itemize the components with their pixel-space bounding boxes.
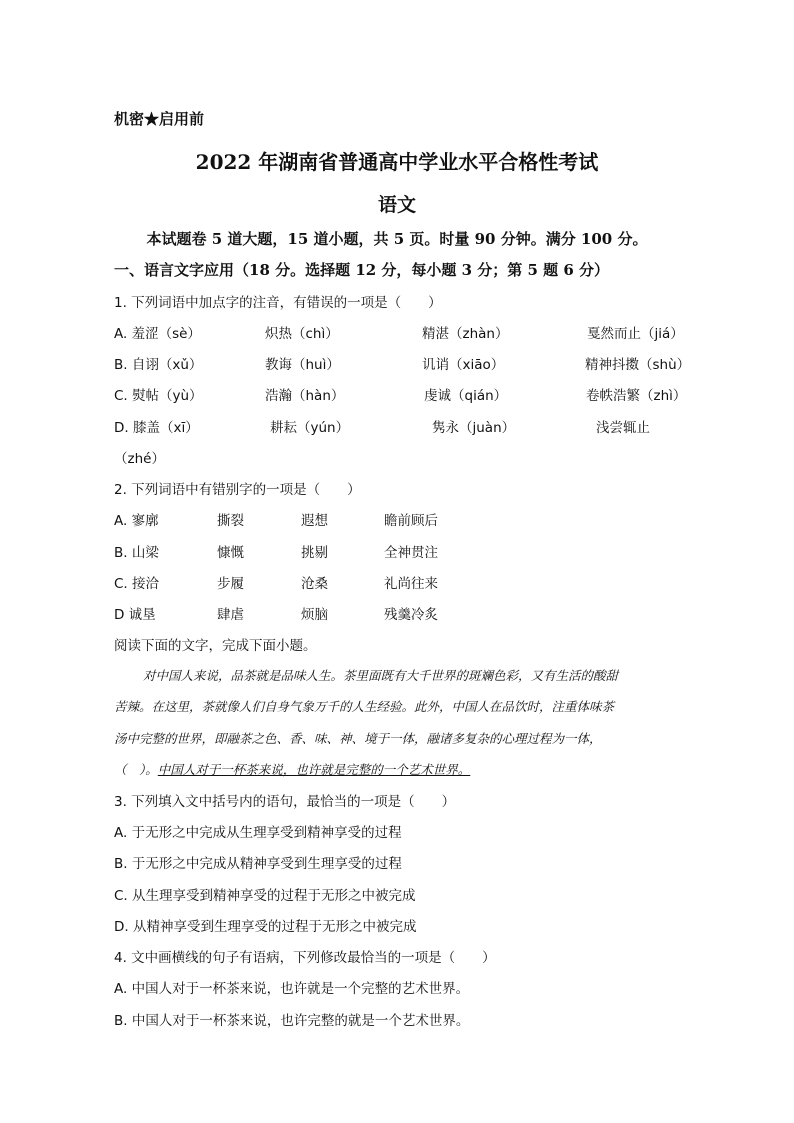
q3-option-d: D. 从精神享受到生理享受的过程于无形之中被完成 — [114, 919, 417, 935]
confidential-label: 机密★启用前 — [114, 110, 205, 128]
passage-line-3: 汤中完整的世界，即融茶之色、香、味、神、境于一体，融诸多复杂的心理过程为一体， — [114, 731, 602, 746]
q2-option-b-1: B. 山梁 — [114, 545, 159, 561]
q4-option-b: B. 中国人对于一杯茶来说，也许完整的就是一个艺术世界。 — [114, 1013, 470, 1029]
passage-blank: （ ）。 — [114, 762, 158, 777]
q1-option-d-1: D. 膝盖（xī） — [114, 420, 199, 436]
q2-option-c-2: 步履 — [217, 576, 244, 592]
q4-option-a: A. 中国人对于一杯茶来说，也许就是一个完整的艺术世界。 — [114, 981, 470, 997]
q1-option-c-4: 卷帙浩繁（zhì） — [586, 388, 687, 404]
q2-option-d-4: 残羹冷炙 — [384, 607, 438, 623]
q1-option-b-4: 精神抖擞（shù） — [585, 357, 691, 373]
underlined-sentence: 中国人对于一杯茶来说，也许就是完整的一个艺术世界。 — [157, 762, 471, 777]
q2-option-a-2: 撕裂 — [217, 513, 244, 529]
question-4-stem: 4. 文中画横线的句子有语病，下列修改最恰当的一项是（ ） — [114, 950, 496, 966]
q2-option-d-1: D 诚垦 — [114, 607, 156, 623]
q1-option-d-3: 隽永（juàn） — [432, 420, 516, 436]
q1-option-b-3: 讥诮（xiāo） — [422, 357, 505, 373]
q1-option-d-4: 浅尝辄止 — [596, 420, 650, 436]
q1-option-a-2: 炽热（chì） — [265, 326, 339, 342]
q1-option-b-1: B. 自诩（xǔ） — [114, 357, 203, 373]
q1-option-d-2: 耕耘（yún） — [270, 420, 350, 436]
q1-option-c-2: 浩瀚（hàn） — [265, 388, 345, 404]
q2-option-b-3: 挑剔 — [301, 545, 328, 561]
q1-option-c-3: 虔诚（qián） — [424, 388, 508, 404]
passage-line-1: 对中国人来说，品茶就是品味人生。茶里面既有大千世界的斑斓色彩，又有生活的酸甜 — [143, 668, 619, 683]
q3-option-b: B. 于无形之中完成从精神享受到生理享受的过程 — [114, 856, 402, 872]
q1-option-a-1: A. 羞涩（sè） — [114, 326, 201, 342]
q1-option-d-wrap: （zhé） — [114, 451, 165, 467]
q1-option-b-2: 教诲（huì） — [265, 357, 340, 373]
question-1-stem: 1. 下列词语中加点字的注音，有错误的一项是（ ） — [114, 295, 442, 311]
q2-option-b-4: 全神贯注 — [384, 545, 438, 561]
question-2-stem: 2. 下列词语中有错别字的一项是（ ） — [114, 482, 361, 498]
exam-title: 2022 年湖南省普通高中学业水平合格性考试 — [195, 150, 599, 174]
q3-option-a: A. 于无形之中完成从生理享受到精神享受的过程 — [114, 825, 402, 841]
q2-option-d-3: 烦脑 — [301, 607, 328, 623]
q2-option-c-1: C. 接洽 — [114, 576, 160, 592]
q1-option-c-1: C. 熨帖（yù） — [114, 388, 203, 404]
q2-option-b-2: 慷慨 — [217, 545, 244, 561]
q2-option-a-3: 遐想 — [301, 513, 328, 529]
section-heading: 一、语言文字应用（18 分。选择题 12 分，每小题 3 分；第 5 题 6 分） — [114, 261, 610, 279]
q2-option-c-4: 礼尚往来 — [384, 576, 438, 592]
exam-intro: 本试题卷 5 道大题，15 道小题，共 5 页。时量 90 分钟。满分 100 分。 — [146, 230, 648, 248]
q2-option-a-4: 瞻前顾后 — [384, 513, 438, 529]
passage-line-2: 苦辣。在这里，茶就像人们自身气象万千的人生经验。此外，中国人在品饮时，注重体味茶 — [114, 699, 615, 714]
q2-option-c-3: 沧桑 — [301, 576, 328, 592]
q2-option-a-1: A. 寥廓 — [114, 513, 159, 529]
q2-option-d-2: 肆虐 — [217, 607, 244, 623]
reading-prompt: 阅读下面的文字，完成下面小题。 — [114, 638, 317, 654]
passage-line-4 — [114, 760, 470, 778]
q1-option-a-3: 精湛（zhàn） — [422, 326, 509, 342]
q1-option-a-4: 戛然而止（jiá） — [587, 326, 684, 342]
question-3-stem: 3. 下列填入文中括号内的语句，最恰当的一项是（ ） — [114, 794, 456, 810]
q3-option-c: C. 从生理享受到精神享受的过程于无形之中被完成 — [114, 888, 416, 904]
subject-title: 语文 — [377, 194, 416, 216]
